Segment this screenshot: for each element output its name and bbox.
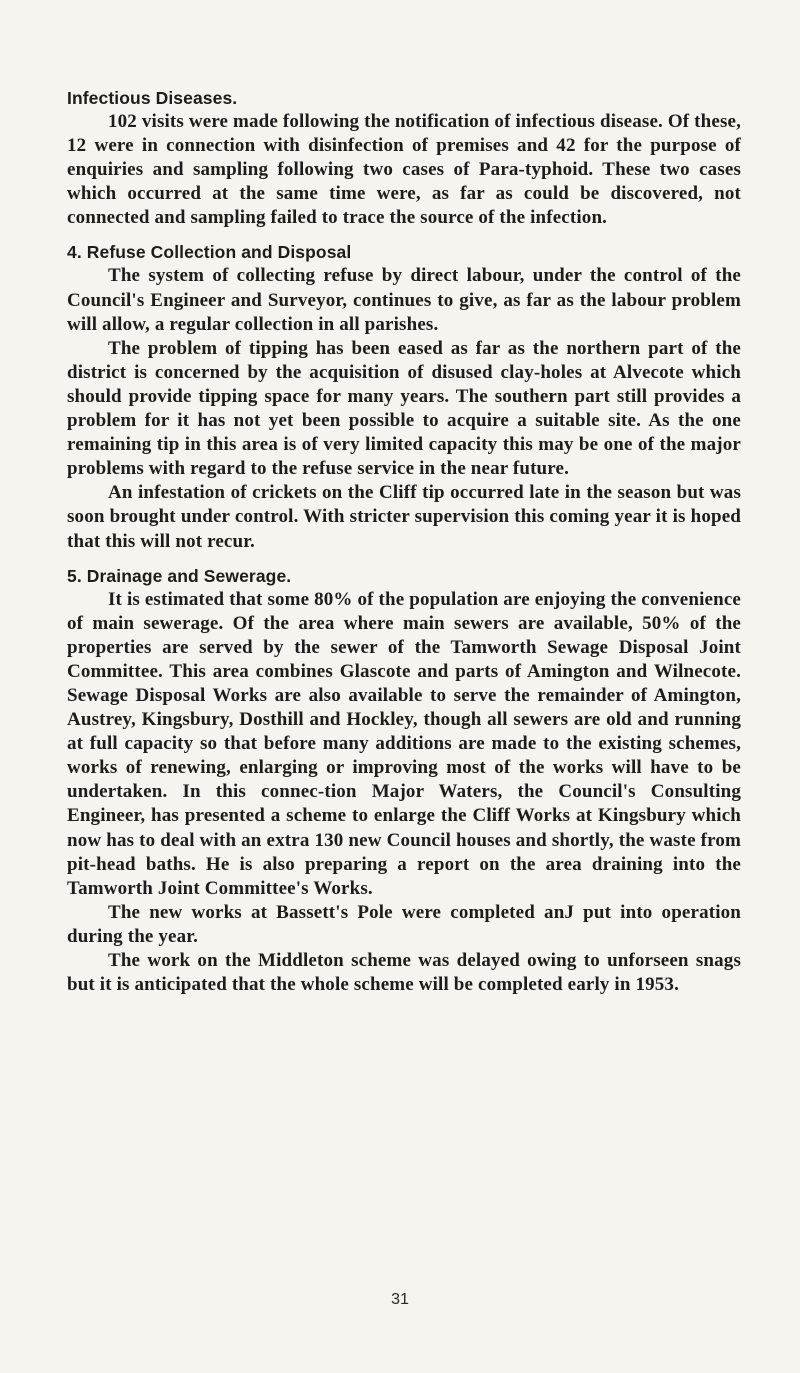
section-refuse-collection (67, 240, 741, 553)
section-drainage-sewerage (67, 564, 741, 998)
paragraph: An infestation of crickets on the Cliff tip occurred late in the season but was soon brought under control. With stricter supervision this coming year it is hoped that this will not recur. (67, 482, 741, 552)
section-infectious-diseases (67, 86, 741, 230)
paragraph: 102 visits were made following the notification of infectious disease. Of these, 12 were in connection with disinfection of premises and 42 for the purpose of enquiries and sampling following two cases of Para-typhoid. These two cases which occurred at the same time were, as far as could be discovered, not connected and sampling failed to trace the source of the infection. (67, 111, 741, 229)
paragraph: The new works at Bassett's Pole were completed anJ put into operation during the year. (67, 901, 741, 947)
section-heading: 5. Drainage and Sewerage. (67, 565, 292, 586)
section-heading: 4. Refuse Collection and Disposal (67, 242, 352, 263)
section-heading: Infectious Diseases. (67, 88, 238, 108)
paragraph: The problem of tipping has been eased as far as the northern part of the district is concerned by the acquisition of disused clay-holes at Alvecote which should provide tipping space for many years. The southern part still provides a problem for it has not yet been possible to acquire a suitable site. As the one remaining tip in this area is of very limited capacity this may be one of the major problems with regard to the refuse service in the near future. (67, 337, 741, 480)
paragraph: It is estimated that some 80% of the population are enjoying the convenience of main sewerage. Of the area where main sewers are available, 50% of the properties are served by the sewer of the Tamworth Sewage Disposal Joint Committee. This area combines Glascote and parts of Amington and Wilnecote. Sewage Disposal Works are also available to serve the remainder of Amington, Austrey, Kingsbury, Dosthill and Hockley, though all sewers are old and running at full capacity so that before many additions are made to the existing schemes, works of renewing, enlarging or improving most of the works will have to be undertaken. In this connec-tion Major Waters, the Council's Consulting Engineer, has presented a scheme to enlarge the Cliff Works at Kingsbury which now has to deal with an extra 130 new Council houses and shortly, the waste from pit-head baths. He is also preparing a report on the area draining into the Tamworth Joint Committee's Works. (67, 588, 741, 899)
page-number: 31 (391, 1291, 409, 1308)
document-page (67, 86, 741, 1007)
paragraph: The work on the Middleton scheme was delayed owing to unforseen snags but it is anticipated that the whole scheme will be completed early in 1953. (67, 950, 741, 996)
paragraph: The system of collecting refuse by direct labour, under the control of the Council's Engineer and Surveyor, continues to give, as far as the labour problem will allow, a regular collection in all parishes. (67, 265, 741, 335)
